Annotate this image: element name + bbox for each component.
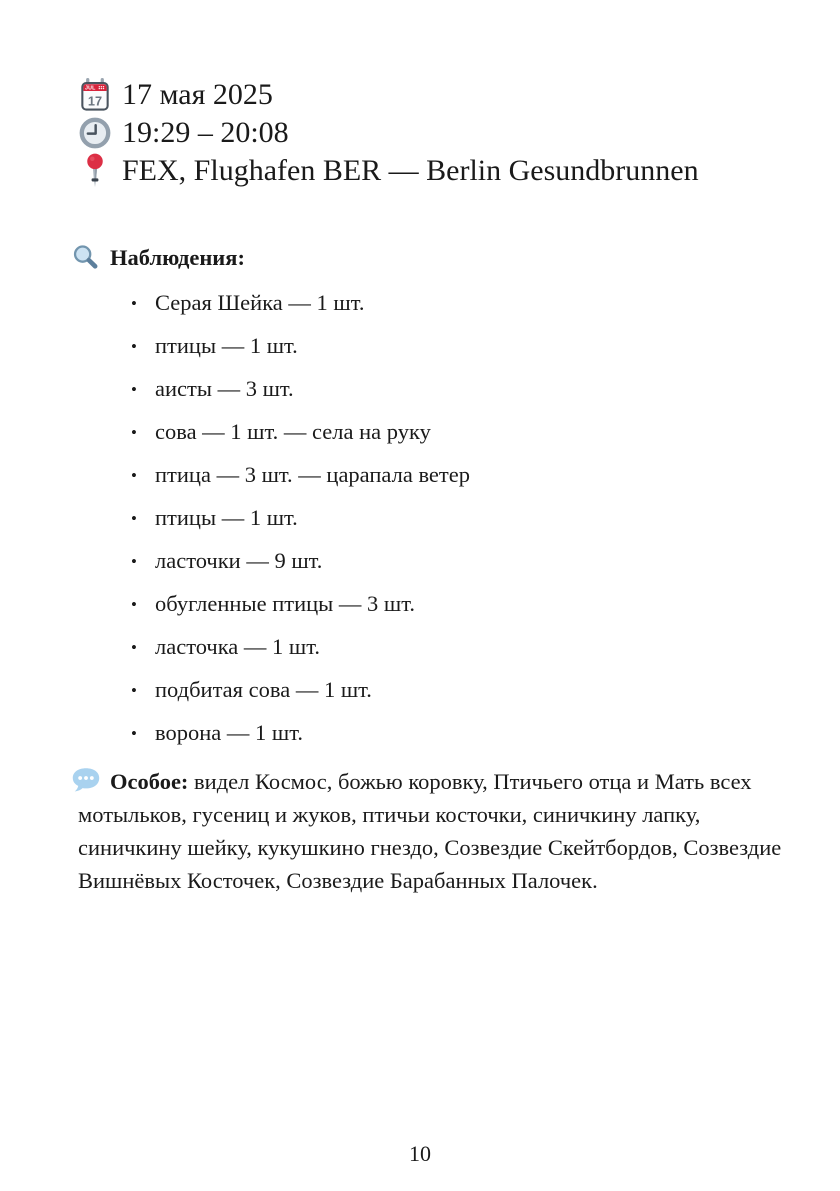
observations-list [130,292,782,744]
observation-item: • птицы — 1 шт. [130,335,782,357]
route-row [78,152,782,190]
observation-item: • Серая Шейка — 1 шт. [130,292,782,314]
page-number: 10 [409,1141,431,1166]
time-row [78,114,782,152]
observation-item: • птицы — 1 шт. [130,507,782,529]
special-note [78,765,782,897]
observation-item: • ворона — 1 шт. [130,722,782,744]
calendar-month-label: JUL [84,85,96,92]
observation-item: • обугленные птицы — 3 шт. [130,593,782,615]
calendar-icon [78,77,112,113]
special-label: Особое: [110,769,189,794]
observation-item: • ласточка — 1 шт. [130,636,782,658]
observations-header [78,243,782,273]
trip-route: FEX, Flughafen BER — Berlin Gesundbrunnen [122,154,699,187]
speech-balloon-icon [68,765,104,796]
trip-time: 19:29 – 20:08 [122,116,289,149]
date-row [78,76,782,114]
observation-item: • подбитая сова — 1 шт. [130,679,782,701]
trip-header [78,76,782,190]
observation-item: • сова — 1 шт. — села на руку [130,421,782,443]
observation-item: • птица — 3 шт. — царапала ветер [130,464,782,486]
clock-icon [78,115,112,151]
observation-item: • ласточки — 9 шт. [130,550,782,572]
calendar-day-label: 17 [87,93,103,109]
observations-title: Наблюдения: [110,245,245,270]
pushpin-icon [78,153,112,189]
magnifier-icon [70,243,102,273]
observation-item: • аисты — 3 шт. [130,378,782,400]
special-text: видел Космос, божью коровку, Птичьего отца и Мать всех мотыльков, гусениц и жуков, птичьи косточки, синичкину лапку, синичкину шейку, кукушкино гнездо, Созвездие Скейтбордов, Созвездие Вишнёвых Косточек, Созвездие Барабанных Палочек. [78,769,782,893]
trip-date: 17 мая 2025 [122,78,273,111]
